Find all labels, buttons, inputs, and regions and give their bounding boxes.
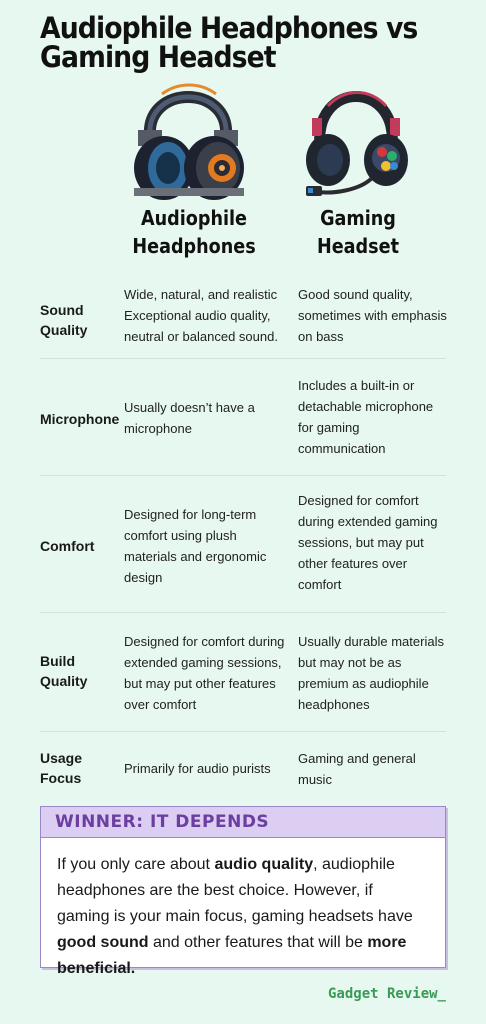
column-header-audiophile	[132, 204, 255, 260]
column-header-audiophile-line2: Headphones	[132, 234, 256, 258]
winner-text-part: If you only care about	[57, 856, 215, 873]
row-gaming-cell: Usually durable materials but may not be as premium as audiophile headphones	[298, 634, 444, 712]
column-header-gaming-line2: Headset	[317, 234, 399, 258]
table-row	[40, 613, 446, 732]
table-row	[40, 276, 446, 359]
winner-heading: WINNER: IT DEPENDS	[41, 807, 445, 838]
row-audiophile-cell: Primarily for audio purists	[124, 761, 271, 776]
row-label: Usage Focus	[40, 750, 83, 786]
winner-text-part: , audiophile headphones are the best choice. However, if gaming is your main focus, gaming headsets have	[57, 856, 413, 925]
winner-emphasis: good sound	[57, 934, 149, 951]
row-gaming-cell: Gaming and general music	[298, 751, 416, 787]
row-label: Microphone	[40, 411, 120, 427]
winner-text	[41, 838, 445, 982]
row-audiophile-cell: Designed for comfort during extended gaming sessions, but may put other features over comfort	[124, 634, 285, 712]
row-gaming-cell: Designed for comfort during extended gaming sessions, but may put other features over comfort	[298, 493, 438, 592]
row-label: Sound Quality	[40, 302, 88, 338]
winner-text-part: and other features that will be	[148, 934, 368, 951]
row-label: Comfort	[40, 538, 95, 554]
winner-emphasis: more beneficial.	[57, 934, 407, 977]
row-audiophile-cell: Designed for long-term comfort using plush materials and ergonomic design	[124, 507, 267, 585]
row-audiophile-cell: Wide, natural, and realistic Exceptional audio quality, neutral or balanced sound.	[124, 287, 278, 344]
winner-box	[40, 806, 446, 977]
column-header-audiophile-line1: Audiophile	[140, 206, 248, 230]
table-row	[40, 732, 446, 800]
row-audiophile-cell: Usually doesn’t have a microphone	[124, 400, 255, 436]
row-gaming-cell: Good sound quality, sometimes with emphasis on bass	[298, 287, 447, 344]
table-row	[40, 359, 446, 476]
winner-emphasis: audio quality	[214, 856, 314, 873]
row-gaming-cell: Includes a built-in or detachable microphone for gaming communication	[298, 378, 434, 456]
brand-logo: Gadget Review_	[327, 986, 446, 1002]
page-title: Audiophile Headphones vs Gaming Headset	[40, 11, 418, 74]
row-label: Build Quality	[40, 653, 88, 689]
column-header-gaming	[298, 204, 418, 260]
gaming-headset-image	[300, 66, 416, 202]
column-header-gaming-line1: Gaming	[320, 206, 396, 230]
audiophile-headphones-image	[128, 64, 248, 200]
table-row	[40, 476, 446, 613]
